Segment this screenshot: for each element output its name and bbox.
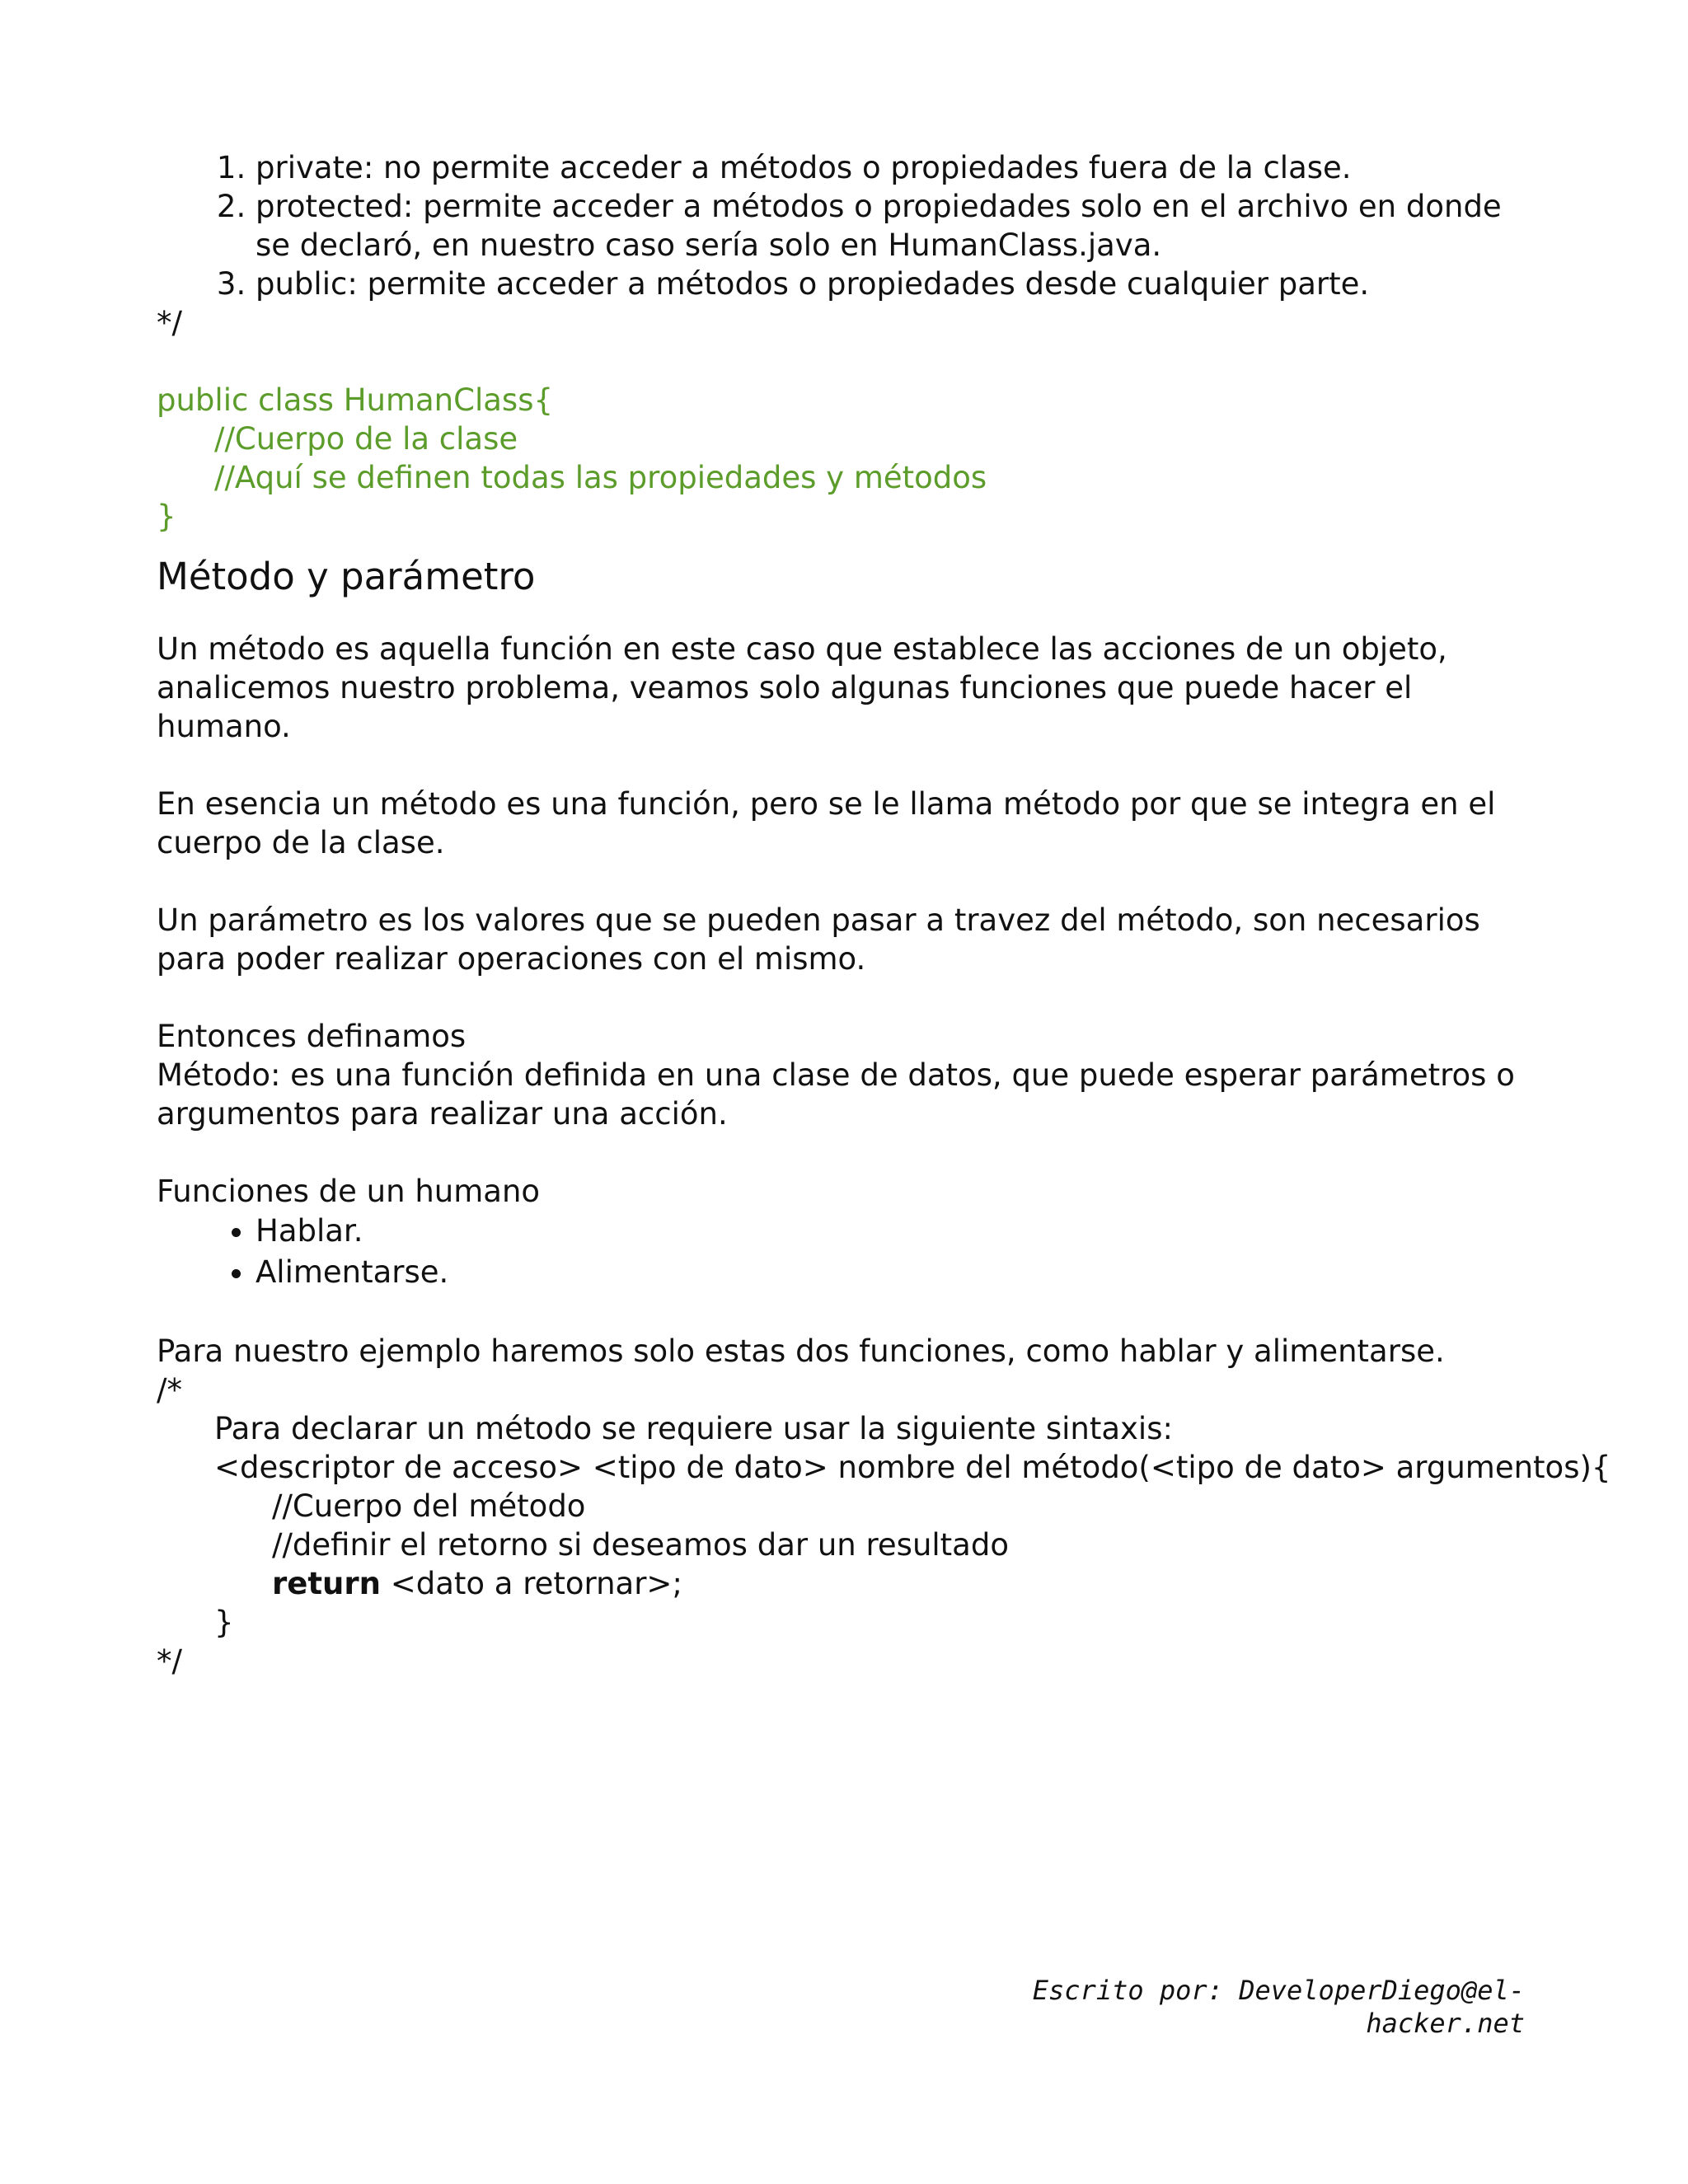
comment-close: */ [157, 305, 182, 340]
list-item: 3. public: permite acceder a métodos o propiedades desde cualquier parte. [256, 265, 1541, 303]
functions-list [157, 1211, 1541, 1293]
paragraph: Funciones de un humano [157, 1174, 541, 1209]
code-line: <descriptor de acceso> <tipo de dato> nombre del método(<tipo de dato> argumentos){ [214, 1450, 1611, 1485]
code-line: //definir el retorno si deseamos dar un resultado [272, 1527, 1009, 1563]
paragraph: Entonces definamos [157, 1019, 467, 1054]
list-item: 2. protected: permite acceder a métodos o propiedades solo en el archivo en donde se declaró, en nuestro caso sería solo en HumanClass.java. [256, 187, 1541, 265]
access-modifier-list [157, 148, 1541, 303]
comment-open: /* [157, 1372, 182, 1408]
document-page [157, 148, 1611, 1680]
code-line [157, 1564, 1541, 1603]
list-item: • Hablar. [256, 1211, 1541, 1252]
code-line: } [157, 499, 176, 534]
list-item: 1. private: no permite acceder a métodos o propiedades fuera de la clase. [256, 148, 1541, 187]
code-line: public class HumanClass{ [157, 382, 554, 418]
code-line: //Cuerpo del método [272, 1488, 586, 1524]
code-line: //Aquí se definen todas las propiedades y métodos [214, 460, 987, 495]
paragraph: En esencia un método es una función, pero se le llama método por que se integra en el cuerpo de la clase. [157, 786, 1496, 860]
code-line: //Cuerpo de la clase [214, 421, 518, 457]
code-line: Para declarar un método se requiere usar la siguiente sintaxis: [214, 1411, 1173, 1446]
syntax-comment-block [157, 1371, 1611, 1680]
section-heading: Método y parámetro [157, 555, 536, 598]
author-signature: Escrito por: DeveloperDiego@el-hacker.net [1032, 1975, 1525, 2039]
paragraph: Método: es una función definida en una clase de datos, que puede esperar parámetros o argumentos para realizar una acción. [157, 1057, 1515, 1132]
comment-close: */ [157, 1643, 182, 1679]
paragraph: Un método es aquella función en este caso que establece las acciones de un objeto, analicemos nuestro problema, veamos solo algunas funciones que puede hacer el humano. [157, 631, 1447, 744]
class-code-block [157, 381, 1541, 536]
code-line: } [214, 1605, 234, 1640]
list-item: • Alimentarse. [256, 1252, 1541, 1293]
paragraph: Un parámetro es los valores que se pueden pasar a travez del método, son necesarios para poder realizar operaciones con el mismo. [157, 902, 1480, 977]
return-keyword: return [272, 1566, 381, 1601]
paragraph: Para nuestro ejemplo haremos solo estas dos funciones, como hablar y alimentarse. [157, 1333, 1445, 1369]
return-value: <dato a retornar>; [380, 1566, 682, 1601]
